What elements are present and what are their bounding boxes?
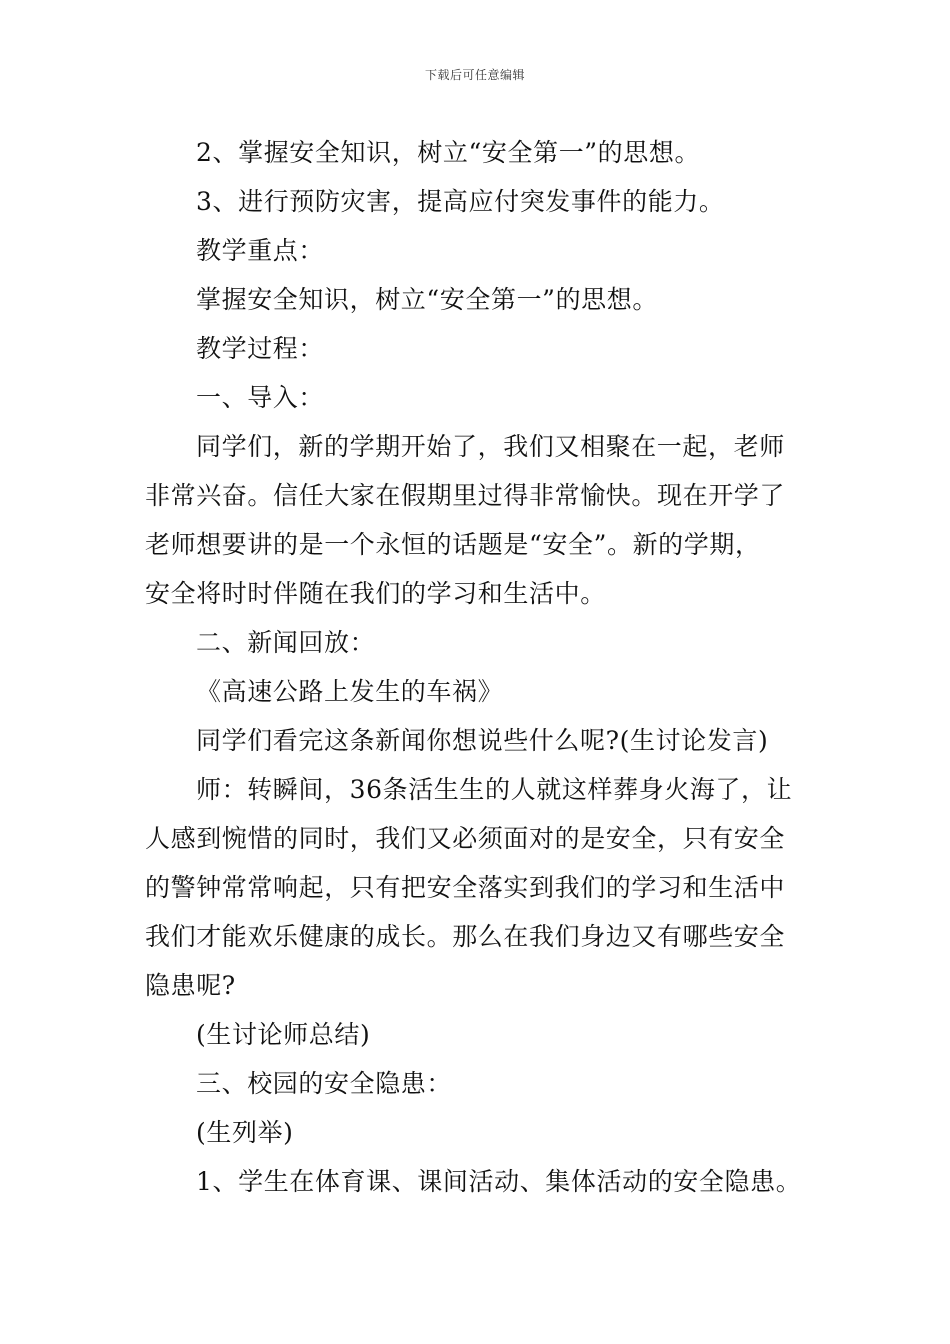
- paragraph-question: 同学们看完这条新闻你想说些什么呢?(生讨论发言): [196, 726, 769, 755]
- paragraph-key-points: 掌握安全知识，树立“安全第一”的思想。: [196, 285, 658, 314]
- section-heading-intro: 一、导入：: [196, 383, 325, 412]
- paragraph-teacher-line: 隐患呢?: [145, 971, 236, 1000]
- page-header: 下载后可任意编辑: [424, 68, 525, 82]
- paragraph-intro-line: 同学们，新的学期开始了，我们又相聚在一起，老师: [196, 432, 785, 461]
- news-title: 《高速公路上发生的车祸》: [196, 677, 504, 706]
- paragraph-intro-line: 非常兴奋。信任大家在假期里过得非常愉快。现在开学了: [145, 481, 786, 510]
- paragraph-teacher-line: 师：转瞬间，36条活生生的人就这样葬身火海了，让: [196, 775, 793, 804]
- section-heading-news: 二、新闻回放：: [196, 628, 376, 657]
- paragraph-teacher-line: 我们才能欢乐健康的成长。那么在我们身边又有哪些安全: [145, 922, 786, 951]
- paragraph-intro-line: 老师想要讲的是一个永恒的话题是“安全”。新的学期，: [145, 530, 761, 559]
- section-heading-hazards: 三、校园的安全隐患：: [196, 1069, 453, 1098]
- list-item-objective-2: 2、掌握安全知识，树立“安全第一”的思想。: [196, 138, 701, 167]
- list-item-hazard-1: 1、学生在体育课、课间活动、集体活动的安全隐患。: [196, 1167, 802, 1196]
- paragraph-teacher-line: 的警钟常常响起，只有把安全落实到我们的学习和生活中: [145, 873, 786, 902]
- paragraph-discussion: (生讨论师总结): [196, 1020, 371, 1049]
- section-heading-process: 教学过程：: [196, 334, 325, 363]
- list-item-objective-3: 3、进行预防灾害，提高应付突发事件的能力。: [196, 187, 725, 216]
- section-heading-key-points: 教学重点：: [196, 236, 325, 265]
- paragraph-teacher-line: 人感到惋惜的同时，我们又必须面对的是安全，只有安全: [145, 824, 786, 853]
- paragraph-intro-line: 安全将时时伴随在我们的学习和生活中。: [145, 579, 606, 608]
- paragraph-list-prompt: (生列举): [196, 1118, 294, 1147]
- document-body: [145, 128, 810, 1206]
